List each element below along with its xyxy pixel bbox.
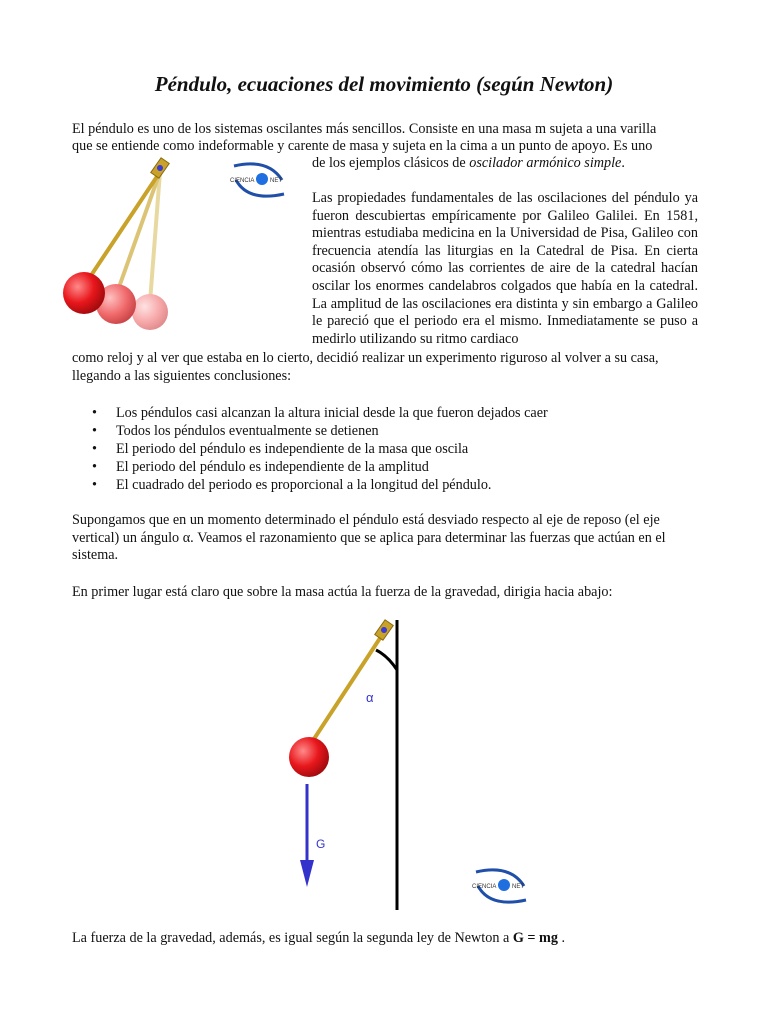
ball-main <box>63 272 105 314</box>
intro-line-2: que se entiende como indeformable y carente de masa y sujeta en la cima a un punto de apoyo. Es uno <box>72 138 653 154</box>
angle-paragraph: Supongamos que en un momento determinado el péndulo está desviado respecto al eje de reposo (el eje vertical) un ángulo α. Veamos el razonamiento que se aplica para determinar las fuerzas que actúan en el sistema. <box>72 512 666 564</box>
angle-arc <box>376 650 397 670</box>
force-diagram <box>280 612 420 912</box>
newton-paragraph: La fuerza de la gravedad, además, es igual según la segunda ley de Newton a G = mg . <box>72 930 566 946</box>
pivot-icon <box>151 158 170 178</box>
ciencianet-logo <box>228 160 290 200</box>
gravity-label: G <box>316 837 326 851</box>
pendulum-illustration <box>60 150 250 345</box>
svg-text:NET: NET <box>512 884 524 890</box>
page-title: Péndulo, ecuaciones del movimiento (según Newton) <box>154 72 614 96</box>
ciencianet-logo <box>470 866 532 906</box>
gravity-formula: G = mg <box>512 930 558 946</box>
svg-text:CIENCIA: CIENCIA <box>472 884 497 890</box>
list-item: • El periodo del péndulo es independiente de la amplitud <box>72 458 698 476</box>
galileo-paragraph-cont-2: llegando a las siguientes conclusiones: <box>72 368 292 384</box>
pendulum-rod <box>312 632 384 742</box>
alpha-label: α <box>366 690 374 705</box>
galileo-paragraph: Las propiedades fundamentales de las oscilaciones del péndulo ya fueron descubiertas empíricamente por Galileo Galilei. En 1581, mientras estudiaba medicina en la Universidad de Pisa, Galileo con frecuencia atendía las liturgias en la Catedral de Pisa. En cierta ocasión observó cómo las corrientes de aire de la catedral hacían oscilar los enormes candelabros colgados que había en la catedral. La amplitud de las oscilaciones era distinta y sin embargo a Galileo le pareció que el periodo era el mismo. Inmediatamente se puso a medirlo utilizando su ritmo cardiaco <box>312 190 698 347</box>
pivot-icon <box>375 620 394 640</box>
svg-text:CIENCIA: CIENCIA <box>230 178 255 184</box>
gravity-arrow-head <box>300 860 314 887</box>
list-item: • Los péndulos casi alcanzan la altura inicial desde la que fueron dejados caer <box>72 404 698 422</box>
intro-line-1: El péndulo es uno de los sistemas oscilantes más sencillos. Consiste en una masa m sujeta a una varilla <box>72 121 657 137</box>
intro-line-3: de los ejemplos clásicos de oscilador armónico simple. <box>312 155 625 171</box>
list-item: • El periodo del péndulo es independiente de la masa que oscila <box>72 440 698 458</box>
svg-text:NET: NET <box>270 178 282 184</box>
pendulum-ball <box>289 737 329 777</box>
list-item: • Todos los péndulos eventualmente se detienen <box>72 422 698 440</box>
gravity-paragraph: En primer lugar está claro que sobre la masa actúa la fuerza de la gravedad, dirigia hacia abajo: <box>72 584 613 600</box>
list-item: • El cuadrado del periodo es proporcional a la longitud del péndulo. <box>72 476 698 494</box>
ball-faded-2 <box>132 294 168 330</box>
term-oscilador: oscilador armónico simple <box>469 155 622 171</box>
conclusions-list <box>72 404 698 494</box>
rod-main <box>88 172 160 280</box>
galileo-paragraph-cont-1: como reloj y al ver que estaba en lo cierto, decidió realizar un experimento riguroso al volver a su casa, <box>72 350 659 366</box>
